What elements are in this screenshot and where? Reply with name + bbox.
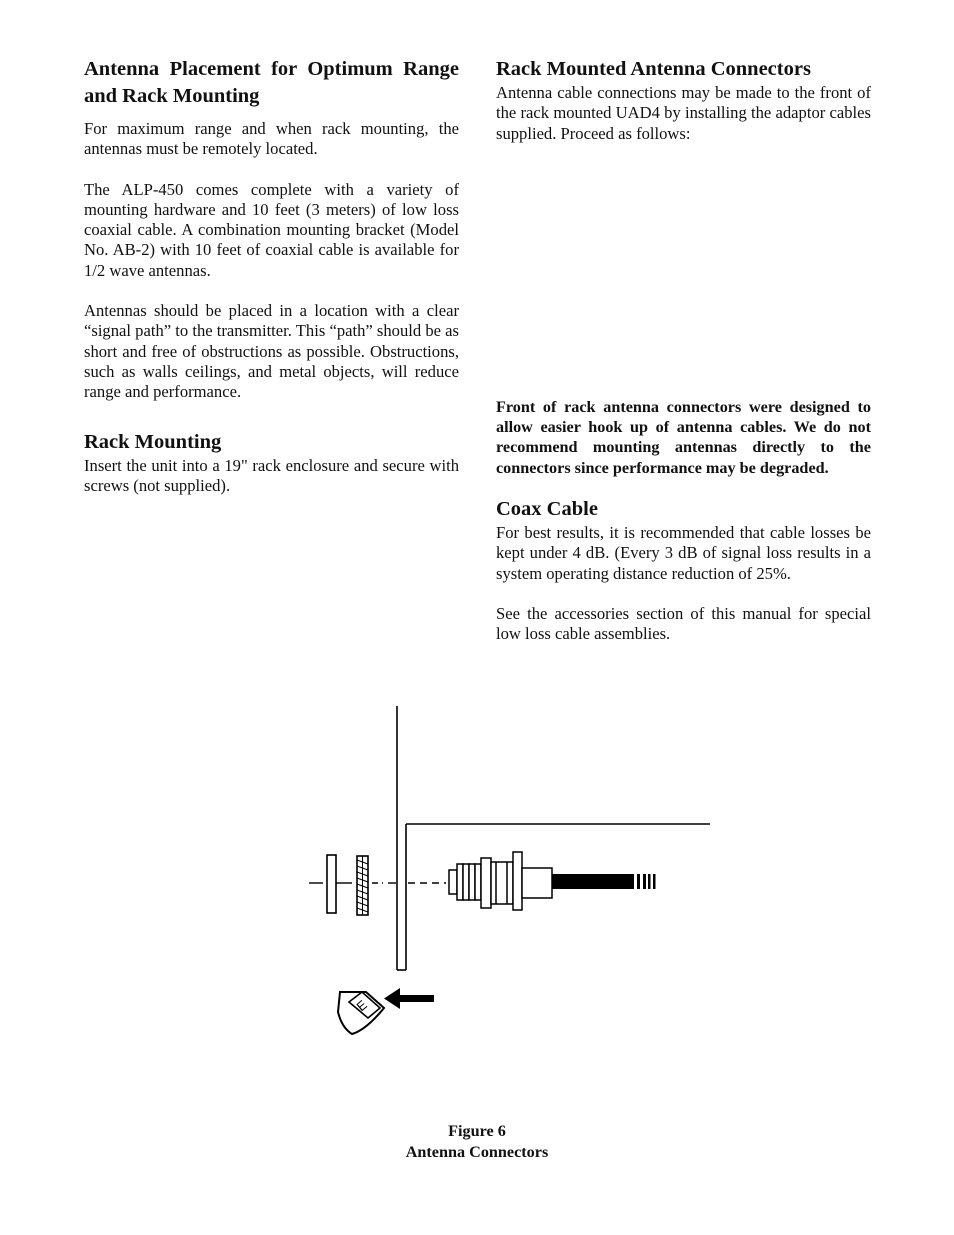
- rack-mounting-paragraph: Insert the unit into a 19" rack enclosure and secure with screws (not supplied).: [84, 455, 459, 495]
- coax-cable-heading: Coax Cable: [496, 498, 598, 521]
- left-column: [84, 56, 459, 496]
- connectors-paragraph: Antenna cable connections may be made to the front of the rack mounted UAD4 by installing the adaptor cables supplied. Proceed as follows:: [496, 83, 871, 143]
- rack-panel: [397, 706, 710, 970]
- figure-title: Antenna Connectors: [405, 1142, 549, 1161]
- coax-paragraph-2: See the accessories section of this manual for special low loss cable assemblies.: [496, 603, 871, 644]
- wrench-icon: [338, 992, 384, 1034]
- direction-arrow: [384, 988, 434, 1009]
- antenna-connector-figure: [300, 700, 720, 1050]
- rack-mounting-heading: Rack Mounting: [84, 430, 222, 453]
- lock-washer: [357, 856, 368, 915]
- placement-paragraph-2: The ALP-450 comes complete with a variety of mounting hardware and 10 feet (3 meters) of low loss coaxial cable. A combination mounting bracket (Model No. AB-2) with 10 feet of coaxial cable is available for 1/2 wave antennas.: [84, 179, 459, 280]
- bnc-connector: [449, 852, 552, 910]
- hex-nut: [327, 855, 336, 913]
- coax-cable: [552, 874, 656, 889]
- figure-caption: [0, 1121, 954, 1162]
- figure-number: Figure 6: [448, 1122, 506, 1140]
- connectors-note: Front of rack antenna connectors were designed to allow easier hook up of antenna cables. We do not recommend mounting antennas directly to the connectors since performance may be degraded.: [496, 397, 871, 477]
- coax-paragraph-1: For best results, it is recommended that cable losses be kept under 4 dB. (Every 3 dB of signal loss results in a system operating distance reduction of 25%.: [496, 523, 871, 583]
- placement-paragraph-1: For maximum range and when rack mounting, the antennas must be remotely located.: [84, 119, 459, 159]
- wrench-icon-letter: E: [353, 997, 370, 1015]
- placement-heading: Antenna Placement for Optimum Range and Rack Mounting: [84, 58, 459, 107]
- right-column: [496, 56, 871, 645]
- placement-paragraph-3: Antennas should be placed in a location with a clear “signal path” to the transmitter. This “path” should be as short and free of obstructions as possible. Obstructions, such as walls ceilings, and metal objects, will reduce range and performance.: [84, 301, 459, 402]
- connectors-heading: Rack Mounted Antenna Connectors: [496, 58, 811, 80]
